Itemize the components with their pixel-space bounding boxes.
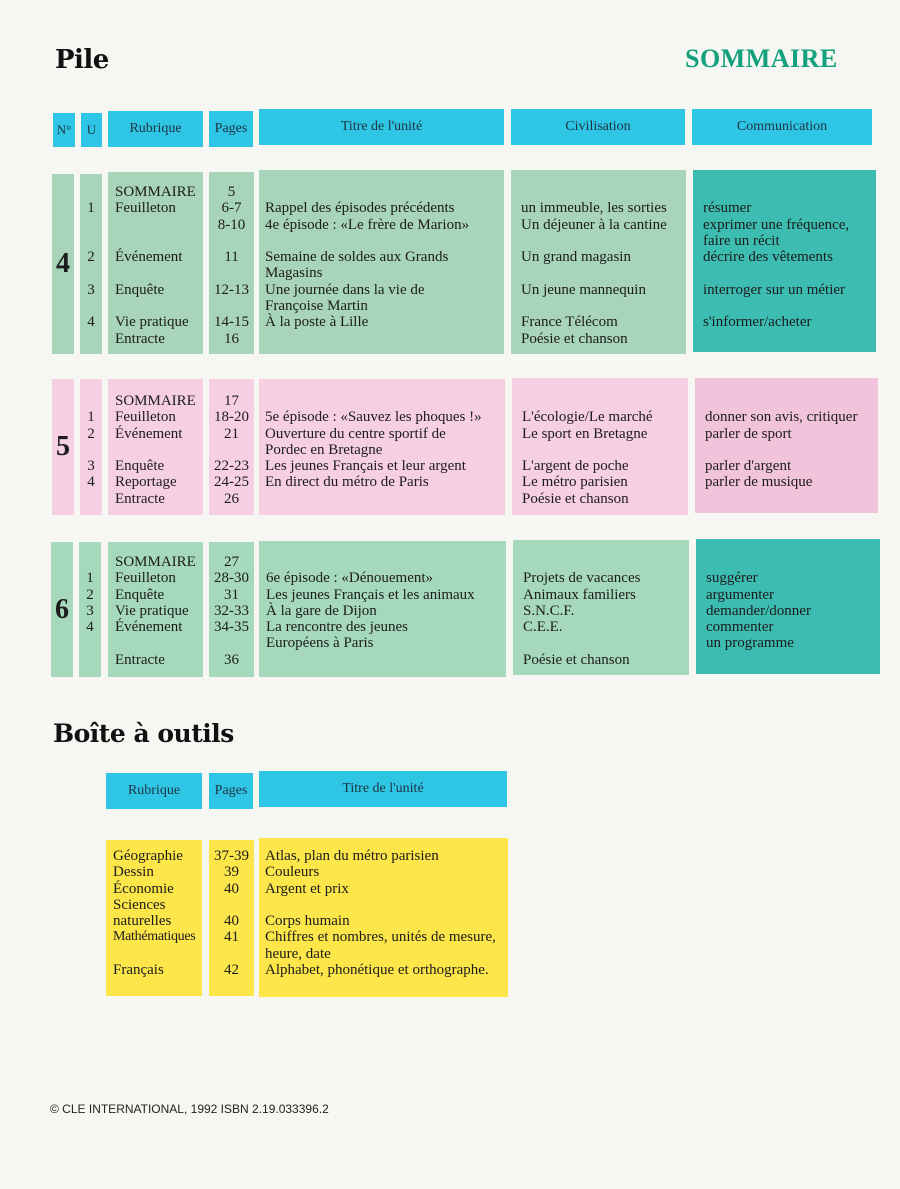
- table-cell-line: s'informer/acheter: [703, 314, 812, 331]
- header-no: N°: [53, 113, 75, 147]
- table-cell-line: Économie: [113, 880, 174, 897]
- unit-rubrique-column: [108, 542, 203, 677]
- unit-rubrique-column: [108, 172, 203, 354]
- table-cell-line: En direct du métro de Paris: [265, 474, 429, 491]
- table-cell-line: 11: [224, 249, 239, 266]
- table-cell-line: [521, 233, 686, 249]
- table-cell-line: [522, 393, 688, 409]
- header-pages: Pages: [209, 111, 253, 147]
- table-cell-line: Françoise Martin: [265, 298, 368, 315]
- table-cell-line: 2: [86, 586, 94, 603]
- table-cell-line: Feuilleton: [115, 200, 176, 217]
- table-cell-line: Ouverture du centre sportif de: [265, 425, 446, 442]
- table-cell-line: [209, 265, 254, 281]
- table-cell-line: [115, 265, 203, 281]
- table-cell-line: [521, 184, 686, 200]
- table-cell-line: Enquête: [115, 458, 165, 475]
- table-cell-line: [703, 265, 876, 281]
- table-cell-line: Géographie: [113, 848, 183, 864]
- table-cell-line: [115, 217, 203, 233]
- table-cell-line: donner son avis, critiquer: [705, 409, 858, 426]
- table-cell-line: 18-20: [214, 409, 249, 426]
- table-cell-line: un programme: [706, 635, 794, 652]
- table-cell-line: Événement: [115, 619, 183, 636]
- table-cell-line: 5: [227, 184, 236, 200]
- table-cell-line: Les jeunes Français et leur argent: [265, 458, 466, 475]
- table-cell-line: Pordec en Bretagne: [265, 441, 383, 458]
- table-cell-line: 2: [87, 425, 95, 442]
- unit-rubrique-column: [108, 379, 203, 515]
- table-cell-line: Poésie et chanson: [521, 330, 628, 347]
- table-cell-line: 5e épisode : «Sauvez les phoques !»: [265, 409, 482, 426]
- table-cell-line: un immeuble, les sorties: [521, 200, 667, 217]
- table-cell-line: Le métro parisien: [522, 474, 628, 491]
- table-cell-line: résumer: [703, 200, 752, 217]
- table-cell-line: 4: [86, 619, 94, 636]
- table-cell-line: Atlas, plan du métro parisien: [265, 848, 439, 864]
- table-cell-line: 21: [224, 425, 239, 442]
- unit-number-4: 4: [52, 174, 74, 354]
- header-communication: Communication: [692, 109, 872, 145]
- table-cell-line: 6e épisode : «Dénouement»: [266, 570, 434, 587]
- unit-pages-column: [209, 542, 254, 677]
- table-cell-line: [521, 298, 686, 314]
- table-cell-line: SOMMAIRE: [115, 554, 196, 570]
- table-cell-line: [703, 298, 876, 314]
- table-cell-line: Européens à Paris: [266, 635, 374, 652]
- table-cell-line: [265, 331, 504, 347]
- table-cell-line: parler de sport: [705, 425, 792, 442]
- table-cell-line: 1: [86, 570, 94, 587]
- table-cell-line: [113, 946, 202, 962]
- table-cell-line: 4e épisode : «Le frère de Marion»: [265, 216, 470, 233]
- table-cell-line: Entracte: [115, 330, 165, 347]
- unit-pages-column: [209, 172, 254, 354]
- table-cell-line: 41: [224, 929, 239, 946]
- table-cell-line: La rencontre des jeunes: [266, 619, 409, 636]
- header-titre: Titre de l'unité: [259, 109, 504, 145]
- unit-communication-column: [693, 170, 876, 352]
- boite-header-titre: Titre de l'unité: [259, 771, 507, 807]
- table-cell-line: Dessin: [113, 864, 154, 881]
- table-cell-line: 31: [224, 586, 239, 603]
- table-cell-line: L'argent de poche: [522, 458, 629, 475]
- table-cell-line: [79, 635, 101, 651]
- table-cell-line: [80, 331, 102, 347]
- table-cell-line: [115, 298, 203, 314]
- boite-titre-column: [259, 838, 508, 997]
- table-cell-line: 28-30: [214, 570, 249, 587]
- table-cell-line: [79, 554, 101, 570]
- table-cell-line: Un grand magasin: [521, 249, 631, 266]
- table-cell-line: 16: [224, 330, 239, 347]
- unit-titre-column: [259, 170, 504, 354]
- table-cell-line: S.N.C.F.: [523, 602, 575, 619]
- table-cell-line: [115, 233, 203, 249]
- table-cell-line: [703, 184, 876, 200]
- table-cell-line: 1: [87, 200, 95, 217]
- table-cell-line: Événement: [115, 425, 183, 442]
- unit-communication-column: [696, 539, 880, 674]
- table-cell-line: 22-23: [214, 458, 249, 475]
- table-cell-line: 26: [224, 490, 239, 507]
- table-cell-line: 42: [224, 962, 239, 979]
- unit-titre-column: [259, 379, 505, 515]
- table-cell-line: Alphabet, phonétique et orthographe.: [265, 962, 489, 979]
- table-cell-line: [80, 233, 102, 249]
- unit-number-5: 5: [52, 379, 74, 515]
- table-cell-line: 4: [87, 314, 95, 331]
- table-cell-line: [80, 184, 102, 200]
- table-cell-line: [80, 217, 102, 233]
- unit-number-6: 6: [51, 542, 73, 677]
- table-cell-line: [209, 946, 254, 962]
- table-cell-line: Les jeunes Français et les animaux: [266, 586, 475, 603]
- header-u: U: [81, 113, 102, 147]
- unit-u-column: [80, 379, 102, 515]
- table-cell-line: 1: [87, 409, 95, 426]
- table-cell-line: [706, 554, 880, 570]
- table-cell-line: 8-10: [217, 216, 246, 233]
- table-cell-line: [265, 184, 504, 200]
- table-cell-line: [209, 298, 254, 314]
- table-cell-line: 2: [87, 249, 95, 266]
- unit-civilisation-column: [513, 540, 689, 675]
- header-civilisation: Civilisation: [511, 109, 685, 145]
- table-cell-line: [80, 265, 102, 281]
- page-title-sommaire: SOMMAIRE: [685, 44, 838, 73]
- table-cell-line: France Télécom: [521, 314, 618, 331]
- table-cell-line: exprimer une fréquence,: [703, 216, 850, 233]
- table-cell-line: Semaine de soldes aux Grands: [265, 249, 449, 266]
- table-cell-line: Feuilleton: [115, 570, 176, 587]
- table-cell-line: parler d'argent: [705, 458, 792, 475]
- table-cell-line: Rappel des épisodes précédents: [265, 200, 455, 217]
- table-cell-line: [523, 554, 689, 570]
- table-cell-line: [80, 491, 102, 507]
- table-cell-line: demander/donner: [706, 602, 811, 619]
- table-cell-line: Corps humain: [265, 913, 350, 930]
- table-cell-line: [705, 442, 878, 458]
- table-cell-line: Un jeune mannequin: [521, 281, 646, 298]
- table-cell-line: [115, 442, 203, 458]
- table-cell-line: Projets de vacances: [523, 570, 641, 587]
- boite-pages-column: [209, 840, 254, 996]
- table-cell-line: [266, 554, 506, 570]
- table-cell-line: Couleurs: [265, 864, 320, 881]
- table-cell-line: [521, 265, 686, 281]
- table-cell-line: Animaux familiers: [523, 586, 636, 603]
- table-cell-line: 34-35: [214, 619, 249, 636]
- table-cell-line: heure, date: [265, 945, 331, 962]
- copyright-footer: © CLE INTERNATIONAL, 1992 ISBN 2.19.033396.2: [50, 1102, 329, 1116]
- table-cell-line: 6-7: [221, 200, 242, 217]
- table-cell-line: Magasins: [265, 265, 323, 282]
- table-cell-line: [209, 897, 254, 913]
- table-cell-line: [266, 652, 506, 668]
- table-cell-line: Le sport en Bretagne: [522, 425, 648, 442]
- table-cell-line: suggérer: [706, 570, 758, 587]
- section-title-boite: Boîte à outils: [53, 719, 234, 748]
- table-cell-line: [209, 635, 254, 651]
- table-cell-line: C.E.E.: [523, 619, 563, 636]
- table-cell-line: Un déjeuner à la cantine: [521, 216, 667, 233]
- table-cell-line: [209, 442, 254, 458]
- table-cell-line: argumenter: [706, 586, 775, 603]
- table-cell-line: Entracte: [115, 490, 165, 507]
- unit-civilisation-column: [511, 170, 686, 354]
- table-cell-line: [209, 233, 254, 249]
- table-cell-line: 40: [224, 913, 239, 930]
- table-cell-line: Français: [113, 962, 164, 979]
- table-cell-line: 24-25: [214, 474, 249, 491]
- table-cell-line: Vie pratique: [115, 314, 189, 331]
- table-cell-line: 27: [224, 554, 239, 570]
- table-cell-line: parler de musique: [705, 474, 813, 491]
- table-cell-line: [79, 652, 101, 668]
- table-cell-line: À la poste à Lille: [265, 314, 369, 331]
- table-cell-line: [80, 298, 102, 314]
- table-cell-line: Une journée dans la vie de: [265, 281, 425, 298]
- table-cell-line: 40: [224, 880, 239, 897]
- table-cell-line: [115, 635, 203, 651]
- table-cell-line: [706, 652, 880, 668]
- table-cell-line: interroger sur un métier: [703, 281, 846, 298]
- unit-u-column: [79, 542, 101, 677]
- table-cell-line: [265, 393, 505, 409]
- table-cell-line: Sciences: [113, 896, 166, 913]
- table-cell-line: Enquête: [115, 281, 165, 298]
- table-cell-line: [80, 442, 102, 458]
- table-cell-line: commenter: [706, 619, 774, 636]
- table-cell-line: faire un récit: [703, 232, 780, 249]
- table-cell-line: Reportage: [115, 474, 177, 491]
- table-cell-line: [522, 442, 688, 458]
- table-cell-line: 17: [224, 393, 239, 409]
- table-cell-line: 37-39: [214, 848, 249, 864]
- unit-communication-column: [695, 378, 878, 513]
- boite-header-rubrique: Rubrique: [106, 773, 202, 809]
- table-cell-line: 3: [86, 602, 94, 619]
- table-cell-line: À la gare de Dijon: [266, 602, 377, 619]
- table-cell-line: [523, 635, 689, 651]
- table-cell-line: Entracte: [115, 651, 165, 668]
- unit-civilisation-column: [512, 378, 688, 515]
- unit-titre-column: [259, 541, 506, 677]
- table-cell-line: SOMMAIRE: [115, 184, 196, 200]
- table-cell-line: décrire des vêtements: [703, 249, 833, 266]
- table-cell-line: SOMMAIRE: [115, 393, 196, 409]
- table-cell-line: 32-33: [214, 602, 249, 619]
- table-cell-line: Chiffres et nombres, unités de mesure,: [265, 929, 496, 946]
- table-cell-line: [705, 491, 878, 507]
- table-cell-line: 4: [87, 474, 95, 491]
- table-cell-line: 14-15: [214, 314, 249, 331]
- table-cell-line: [705, 393, 878, 409]
- table-cell-line: [265, 897, 508, 913]
- table-cell-line: [265, 491, 505, 507]
- unit-pages-column: [209, 379, 254, 515]
- page-title-pile: Pile: [55, 45, 109, 75]
- header-rubrique: Rubrique: [108, 111, 203, 147]
- table-cell-line: Argent et prix: [265, 880, 349, 897]
- unit-u-column: [80, 174, 102, 354]
- table-cell-line: 12-13: [214, 281, 249, 298]
- table-cell-line: 3: [87, 281, 95, 298]
- table-cell-line: Mathématiques: [113, 929, 196, 945]
- table-cell-line: Événement: [115, 249, 183, 266]
- table-cell-line: Poésie et chanson: [523, 651, 630, 668]
- table-cell-line: 39: [224, 864, 239, 881]
- table-cell-line: 3: [87, 458, 95, 475]
- table-cell-line: 36: [224, 651, 239, 668]
- table-cell-line: [265, 233, 504, 249]
- table-cell-line: Enquête: [115, 586, 165, 603]
- boite-header-pages: Pages: [209, 773, 253, 809]
- table-cell-line: Feuilleton: [115, 409, 176, 426]
- table-cell-line: [80, 393, 102, 409]
- table-cell-line: L'écologie/Le marché: [522, 409, 653, 426]
- table-cell-line: naturelles: [113, 913, 172, 930]
- boite-rubrique-column: [106, 840, 202, 996]
- table-cell-line: Vie pratique: [115, 602, 189, 619]
- table-cell-line: Poésie et chanson: [522, 490, 629, 507]
- table-cell-line: [703, 331, 876, 347]
